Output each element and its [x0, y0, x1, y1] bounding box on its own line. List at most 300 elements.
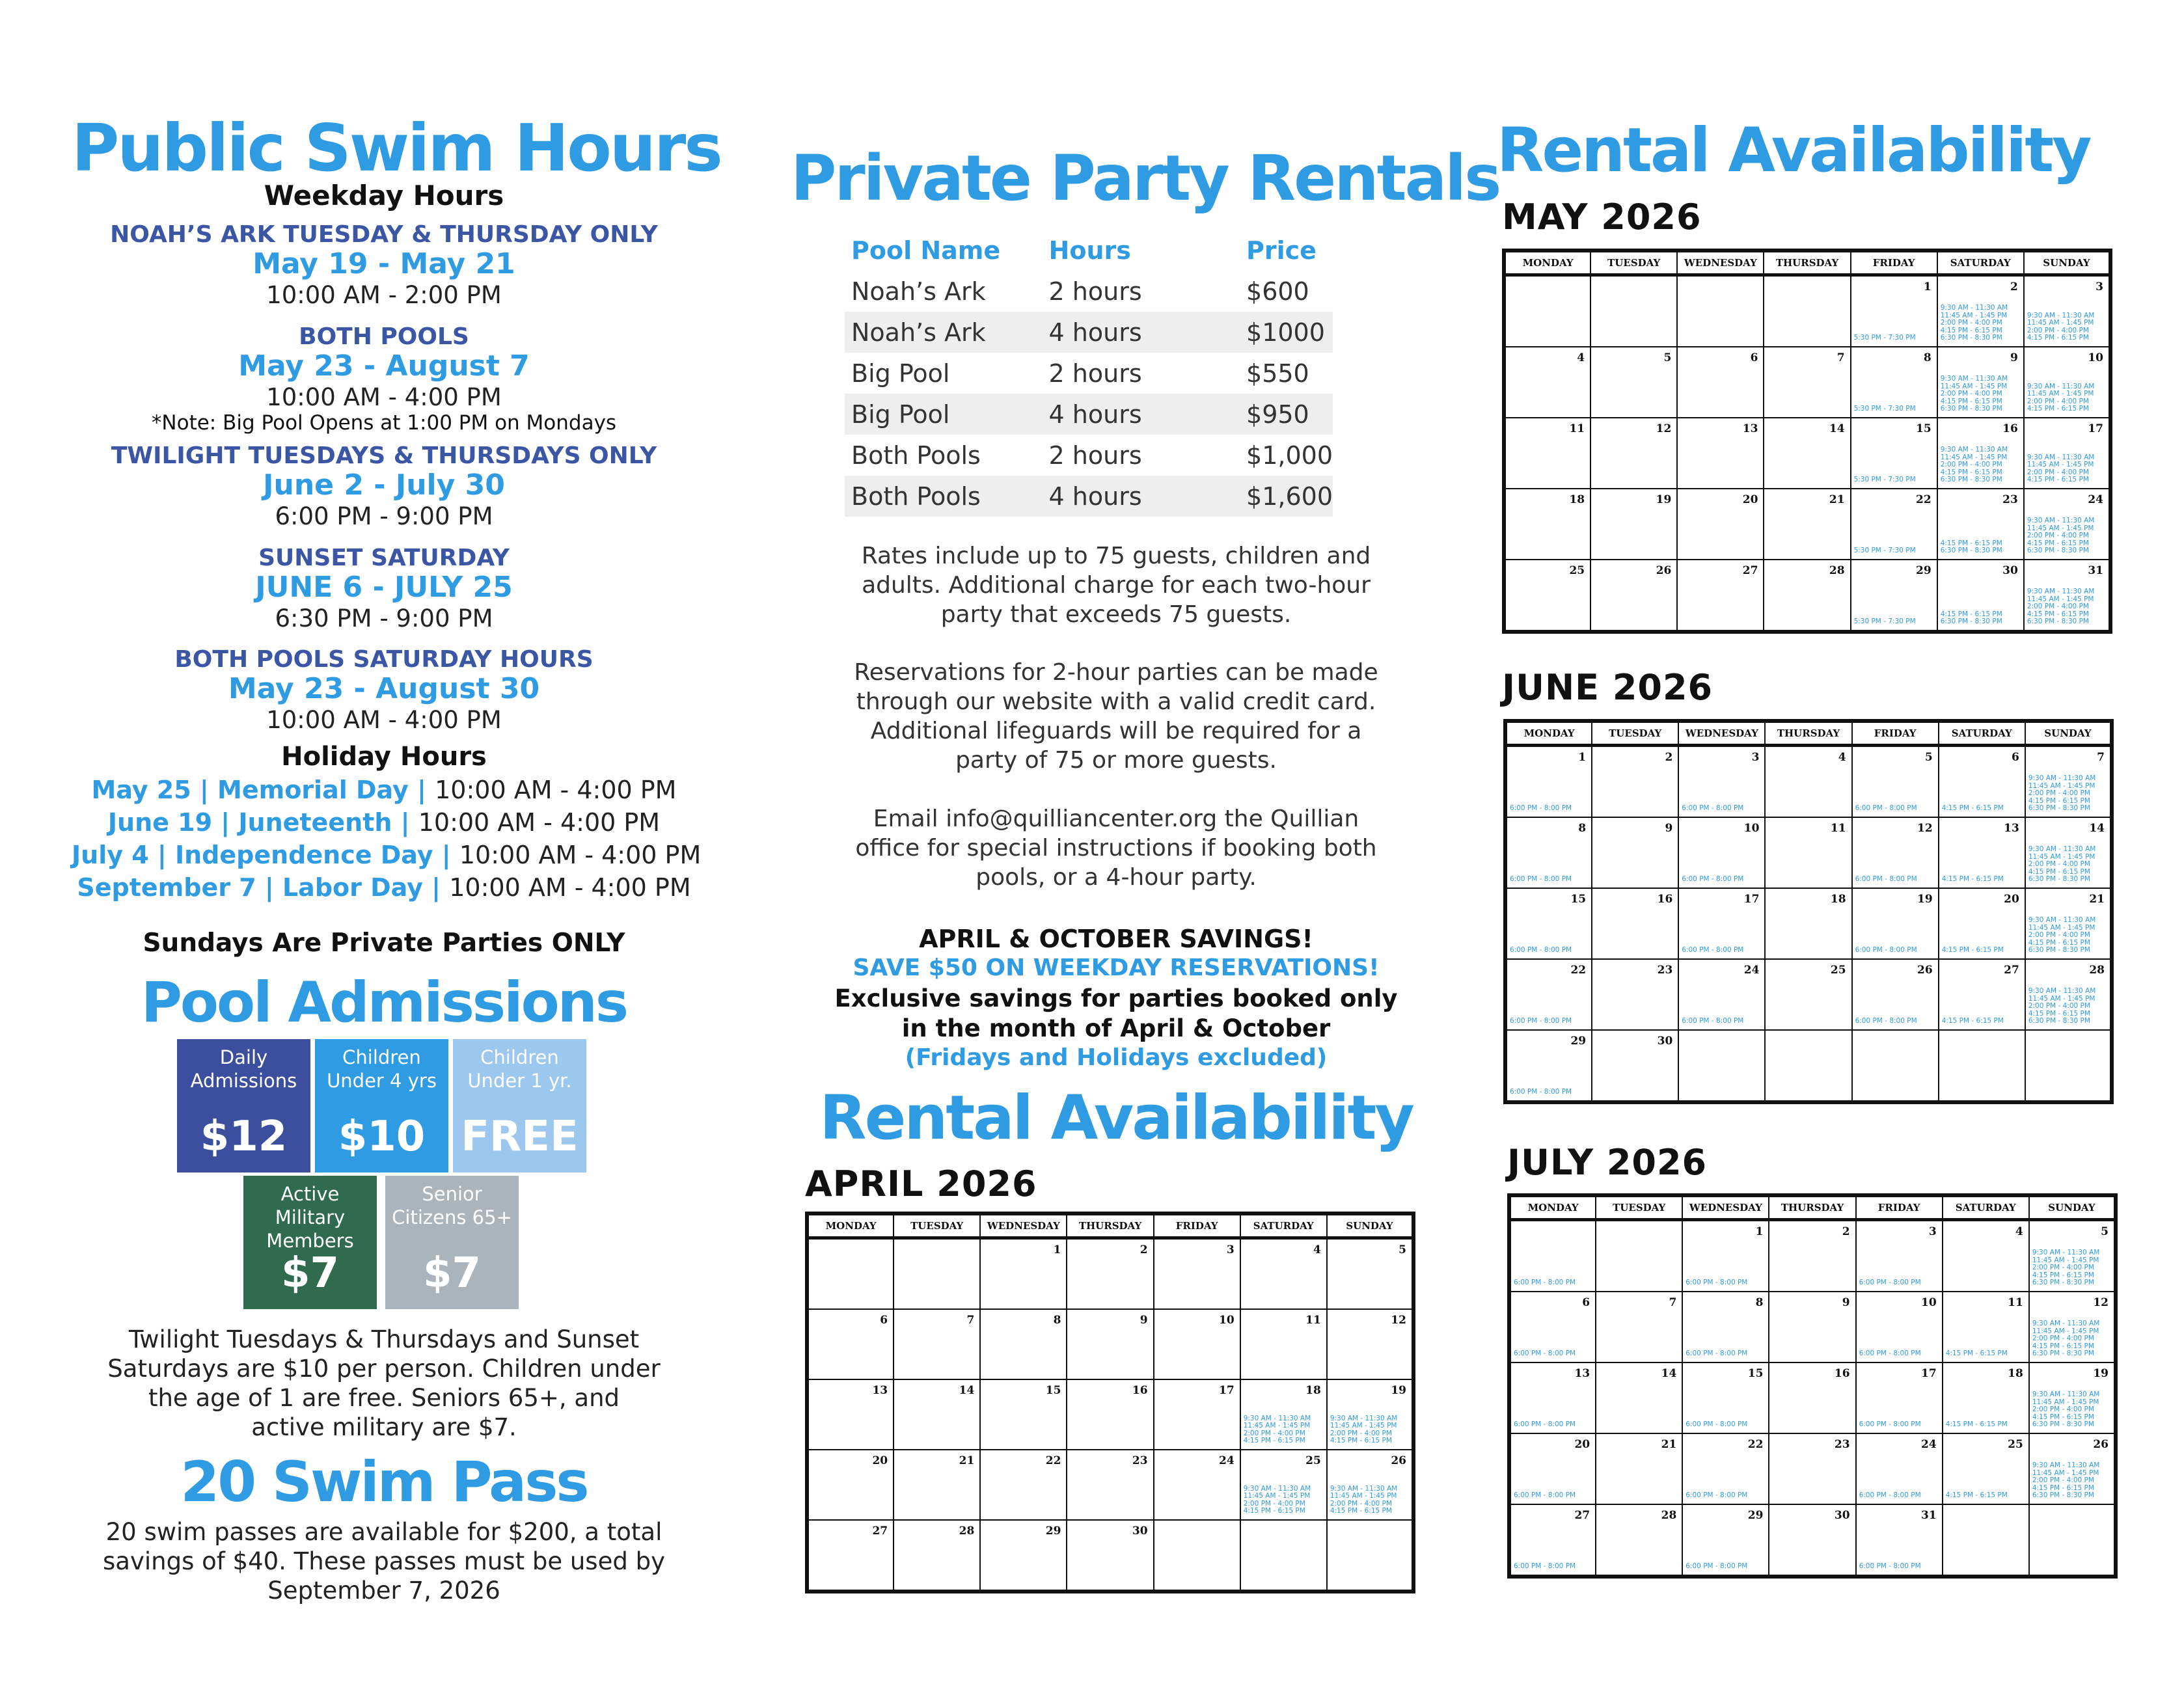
time-slot[interactable]: 2:00 PM - 4:00 PM	[1940, 319, 2002, 327]
time-slot[interactable]: 4:15 PM - 6:15 PM	[1330, 1437, 1392, 1445]
time-slot[interactable]: 11:45 AM - 1:45 PM	[2032, 1256, 2099, 1264]
day-number: 16	[1657, 893, 1673, 906]
day-number: 8	[1053, 1314, 1061, 1327]
time-slot[interactable]: 2:00 PM - 4:00 PM	[2032, 1335, 2094, 1343]
time-slot[interactable]: 4:15 PM - 6:15 PM	[2027, 405, 2089, 413]
time-slot[interactable]: 11:45 AM - 1:45 PM	[2032, 1469, 2099, 1477]
time-slot[interactable]: 6:30 PM - 8:30 PM	[2032, 1420, 2094, 1429]
time-slot[interactable]: 11:45 AM - 1:45 PM	[1330, 1422, 1397, 1430]
calendar-day[interactable]	[1851, 560, 1937, 632]
time-slot[interactable]: 6:00 PM - 8:00 PM	[1510, 1088, 1572, 1096]
calendar-day[interactable]	[2029, 1362, 2116, 1433]
calendar-day[interactable]	[1769, 1220, 1855, 1292]
time-slot[interactable]: 4:15 PM - 6:15 PM	[1945, 1491, 2008, 1500]
time-slot[interactable]: 6:00 PM - 8:00 PM	[1514, 1420, 1576, 1429]
calendar-day[interactable]	[1682, 1433, 1769, 1504]
time-slot[interactable]: 2:00 PM - 4:00 PM	[1330, 1429, 1392, 1437]
calendar-day[interactable]	[1937, 418, 2024, 489]
calendar-day[interactable]	[1504, 489, 1590, 560]
time-slot[interactable]: 4:15 PM - 6:15 PM	[2032, 1413, 2094, 1421]
time-slot[interactable]: 4:15 PM - 6:15 PM	[1330, 1507, 1392, 1515]
column-header-pool-name: Pool Name	[851, 236, 1001, 265]
time-slot[interactable]: 6:30 PM - 8:30 PM	[2028, 875, 2090, 884]
calendar-day[interactable]	[1240, 1238, 1327, 1310]
time-slot[interactable]: 4:15 PM - 6:15 PM	[1940, 539, 2002, 547]
time-slot[interactable]: 6:00 PM - 8:00 PM	[1859, 1279, 1921, 1287]
time-slot[interactable]: 6:00 PM - 8:00 PM	[1686, 1420, 1748, 1429]
day-number: 20	[1742, 493, 1758, 506]
time-slot[interactable]: 11:45 AM - 1:45 PM	[2028, 994, 2095, 1003]
calendar-day[interactable]	[1067, 1450, 1153, 1520]
calendar-day[interactable]	[2024, 347, 2110, 418]
time-slot[interactable]: 4:15 PM - 6:15 PM	[2027, 539, 2089, 547]
time-slot[interactable]: 11:45 AM - 1:45 PM	[2028, 923, 2095, 932]
day-number: 3	[1226, 1243, 1235, 1256]
calendar-day[interactable]	[1067, 1379, 1153, 1450]
calendar-day[interactable]	[2025, 959, 2112, 1030]
calendar-day[interactable]	[1769, 1292, 1855, 1362]
calendar-day[interactable]	[894, 1309, 980, 1379]
calendar-day[interactable]	[1852, 959, 1939, 1030]
time-slot[interactable]: 2:00 PM - 4:00 PM	[1243, 1499, 1305, 1508]
calendar-day[interactable]	[1509, 1362, 1596, 1433]
calendar-day[interactable]	[1939, 959, 2025, 1030]
calendar-day[interactable]	[1504, 418, 1590, 489]
time-slot[interactable]: 9:30 AM - 11:30 AM	[1243, 1484, 1311, 1493]
time-slot[interactable]: 6:00 PM - 8:00 PM	[1686, 1562, 1748, 1571]
time-slot[interactable]: 4:15 PM - 6:15 PM	[1940, 468, 2002, 476]
time-slot[interactable]: 6:30 PM - 8:30 PM	[2028, 1017, 2090, 1025]
time-slot[interactable]: 9:30 AM - 11:30 AM	[1243, 1414, 1311, 1422]
calendar-day[interactable]	[1678, 746, 1765, 818]
day-number: 2	[1842, 1225, 1850, 1238]
time-slot[interactable]: 6:30 PM - 8:30 PM	[1940, 617, 2002, 626]
time-slot[interactable]: 6:00 PM - 8:00 PM	[1859, 1562, 1921, 1571]
calendar-day[interactable]	[1677, 418, 1764, 489]
time-slot[interactable]: 4:15 PM - 6:15 PM	[1941, 875, 2004, 884]
time-slot[interactable]: 6:00 PM - 8:00 PM	[1510, 1017, 1572, 1025]
time-slot[interactable]: 4:15 PM - 6:15 PM	[2028, 938, 2090, 947]
time-slot[interactable]: 4:15 PM - 6:15 PM	[1940, 326, 2002, 334]
calendar-day[interactable]	[2024, 275, 2110, 347]
time-slot[interactable]: 6:00 PM - 8:00 PM	[1510, 946, 1572, 955]
calendar-day[interactable]	[1154, 1379, 1240, 1450]
time-slot[interactable]: 6:00 PM - 8:00 PM	[1859, 1349, 1921, 1358]
day-number: 17	[1219, 1384, 1235, 1397]
calendar-day[interactable]	[807, 1309, 894, 1379]
calendar-day[interactable]	[1943, 1292, 2029, 1362]
time-slot[interactable]: 9:30 AM - 11:30 AM	[1330, 1484, 1398, 1493]
calendar-day[interactable]	[1504, 560, 1590, 632]
calendar-day[interactable]	[2025, 746, 2112, 818]
calendar-day[interactable]	[1769, 1433, 1855, 1504]
calendar-day[interactable]	[894, 1520, 980, 1592]
calendar-day[interactable]	[1852, 888, 1939, 959]
calendar-day[interactable]	[1856, 1292, 1943, 1362]
available-time-slots	[1510, 1018, 1590, 1025]
calendar-day	[1240, 1520, 1327, 1592]
time-slot[interactable]: 6:30 PM - 8:30 PM	[2032, 1349, 2094, 1358]
time-slot[interactable]: 11:45 AM - 1:45 PM	[1940, 453, 2008, 461]
time-slot[interactable]: 4:15 PM - 6:15 PM	[2028, 796, 2090, 805]
calendar-day[interactable]	[1937, 560, 2024, 632]
calendar-day[interactable]	[980, 1309, 1067, 1379]
time-slot[interactable]: 9:30 AM - 11:30 AM	[1940, 375, 2008, 383]
day-number: 15	[1045, 1384, 1061, 1397]
calendar-day[interactable]	[1682, 1504, 1769, 1577]
weekday-header: SUNDAY	[2024, 251, 2110, 275]
time-slot[interactable]: 11:45 AM - 1:45 PM	[1940, 382, 2008, 390]
time-slot[interactable]: 6:00 PM - 8:00 PM	[1682, 1017, 1744, 1025]
calendar-day[interactable]	[1240, 1379, 1327, 1450]
calendar-day[interactable]	[1765, 746, 1851, 818]
calendar-day[interactable]	[807, 1379, 894, 1450]
day-number: 16	[2002, 422, 2018, 435]
calendar-day[interactable]	[1677, 347, 1764, 418]
calendar-day[interactable]	[1851, 347, 1937, 418]
calendar-day[interactable]	[2025, 888, 2112, 959]
calendar-day[interactable]	[1764, 560, 1850, 632]
time-slot[interactable]: 11:45 AM - 1:45 PM	[1243, 1422, 1311, 1430]
calendar-day[interactable]	[2024, 489, 2110, 560]
time-slot[interactable]: 11:45 AM - 1:45 PM	[2027, 390, 2094, 398]
calendar-day[interactable]	[1067, 1520, 1153, 1592]
calendar-day[interactable]	[2029, 1220, 2116, 1292]
calendar-day[interactable]	[1937, 347, 2024, 418]
calendar-day[interactable]	[980, 1379, 1067, 1450]
calendar-day[interactable]	[1592, 746, 1678, 818]
calendar-day[interactable]	[1592, 817, 1678, 888]
time-slot[interactable]: 6:00 PM - 8:00 PM	[1859, 1491, 1921, 1500]
calendar-day[interactable]	[1505, 746, 1592, 818]
calendar-day[interactable]	[1677, 489, 1764, 560]
time-slot[interactable]: 9:30 AM - 11:30 AM	[2032, 1320, 2100, 1328]
calendar-day[interactable]	[1851, 489, 1937, 560]
calendar-day[interactable]	[1677, 560, 1764, 632]
calendar-day[interactable]	[1596, 1362, 1682, 1433]
time-slot[interactable]: 5:30 PM - 7:30 PM	[1853, 334, 1916, 342]
admission-daily: Daily Admissions $12	[177, 1039, 310, 1173]
calendar-day[interactable]	[1678, 817, 1765, 888]
time-slot[interactable]: 9:30 AM - 11:30 AM	[2028, 916, 2096, 925]
time-slot[interactable]: 4:15 PM - 6:15 PM	[1945, 1349, 2008, 1358]
time-slot[interactable]: 2:00 PM - 4:00 PM	[2028, 860, 2090, 869]
calendar-day[interactable]	[1592, 959, 1678, 1030]
time-slot[interactable]: 6:00 PM - 8:00 PM	[1682, 804, 1744, 813]
calendar-day[interactable]	[807, 1450, 894, 1520]
time-slot[interactable]: 9:30 AM - 11:30 AM	[2027, 453, 2095, 461]
calendar-day[interactable]	[980, 1238, 1067, 1310]
calendar-day[interactable]	[1939, 746, 2025, 818]
calendar-day[interactable]	[1856, 1220, 1943, 1292]
time-slot[interactable]: 4:15 PM - 6:15 PM	[2032, 1342, 2094, 1350]
calendar-day[interactable]	[2024, 560, 2110, 632]
calendar-day[interactable]	[1852, 746, 1939, 818]
time-slot[interactable]: 9:30 AM - 11:30 AM	[2028, 845, 2096, 854]
calendar-day[interactable]	[1596, 1292, 1682, 1362]
time-slot[interactable]: 2:00 PM - 4:00 PM	[2032, 1405, 2094, 1414]
available-time-slots	[1244, 1485, 1325, 1515]
available-time-slots	[1244, 1415, 1325, 1445]
calendar-day[interactable]	[1590, 347, 1677, 418]
time-slot[interactable]: 6:30 PM - 8:30 PM	[1940, 334, 2002, 342]
calendar-day[interactable]	[1852, 817, 1939, 888]
available-time-slots	[1942, 876, 2023, 884]
calendar-day[interactable]	[1240, 1450, 1327, 1520]
available-time-slots	[1941, 540, 2022, 555]
time-slot[interactable]: 2:00 PM - 4:00 PM	[1330, 1499, 1392, 1508]
time-slot[interactable]: 6:00 PM - 8:00 PM	[1686, 1349, 1748, 1358]
time-slot[interactable]: 2:00 PM - 4:00 PM	[1940, 390, 2002, 398]
available-time-slots	[1941, 305, 2022, 342]
time-slot[interactable]: 2:00 PM - 4:00 PM	[2027, 326, 2089, 334]
time-slot[interactable]: 4:15 PM - 6:15 PM	[1940, 610, 2002, 618]
time-slot[interactable]: 9:30 AM - 11:30 AM	[2027, 382, 2095, 390]
time-slot[interactable]: 2:00 PM - 4:00 PM	[2027, 532, 2089, 540]
day-number: 4	[2015, 1225, 2023, 1238]
time-slot[interactable]: 9:30 AM - 11:30 AM	[2032, 1390, 2100, 1399]
calendar-day[interactable]	[1509, 1504, 1596, 1577]
time-slot[interactable]: 4:15 PM - 6:15 PM	[1941, 804, 2004, 813]
calendar-day[interactable]	[1765, 888, 1851, 959]
time-slot[interactable]: 2:00 PM - 4:00 PM	[2028, 931, 2090, 940]
time-slot[interactable]: 5:30 PM - 7:30 PM	[1853, 405, 1916, 413]
time-slot[interactable]: 6:00 PM - 8:00 PM	[1514, 1491, 1576, 1500]
time-slot[interactable]: 2:00 PM - 4:00 PM	[1243, 1429, 1305, 1437]
time-slot[interactable]: 6:00 PM - 8:00 PM	[1682, 946, 1744, 955]
calendar-day[interactable]	[1327, 1379, 1413, 1450]
time-slot[interactable]: 6:00 PM - 8:00 PM	[1686, 1491, 1748, 1500]
time-slot[interactable]: 4:15 PM - 6:15 PM	[2027, 334, 2089, 342]
table-row: Noah’s Ark 2 hours $600	[851, 277, 1309, 306]
time-slot[interactable]: 6:00 PM - 8:00 PM	[1686, 1279, 1748, 1287]
calendar-day[interactable]	[1327, 1450, 1413, 1520]
time-slot[interactable]: 6:00 PM - 8:00 PM	[1855, 946, 1917, 955]
day-number: 6	[1750, 351, 1758, 364]
calendar-day[interactable]	[1596, 1504, 1682, 1577]
calendar-day[interactable]	[2024, 418, 2110, 489]
calendar-day[interactable]	[1764, 489, 1850, 560]
time-slot[interactable]: 6:00 PM - 8:00 PM	[1510, 804, 1572, 813]
time-slot[interactable]: 9:30 AM - 11:30 AM	[2027, 588, 2095, 596]
calendar-day[interactable]	[1067, 1238, 1153, 1310]
time-slot[interactable]: 9:30 AM - 11:30 AM	[2027, 517, 2095, 525]
calendar-day[interactable]	[1682, 1220, 1769, 1292]
time-slot[interactable]: 9:30 AM - 11:30 AM	[1330, 1414, 1398, 1422]
calendar-day[interactable]	[1764, 418, 1850, 489]
day-number: 9	[2010, 351, 2018, 364]
calendar-day[interactable]	[1592, 1030, 1678, 1102]
time-slot[interactable]: 6:30 PM - 8:30 PM	[2027, 617, 2089, 626]
calendar-day[interactable]	[1943, 1362, 2029, 1433]
time-slot[interactable]: 6:00 PM - 8:00 PM	[1682, 875, 1744, 884]
calendar-day	[2029, 1504, 2116, 1577]
time-slot[interactable]: 5:30 PM - 7:30 PM	[1853, 547, 1916, 555]
available-time-slots	[1510, 947, 1590, 955]
calendar-day[interactable]	[1765, 959, 1851, 1030]
time-slot[interactable]: 11:45 AM - 1:45 PM	[2027, 461, 2094, 469]
calendar-day[interactable]	[1769, 1362, 1855, 1433]
calendar-day[interactable]	[1067, 1309, 1153, 1379]
time-slot[interactable]: 9:30 AM - 11:30 AM	[1940, 304, 2008, 312]
calendar-day[interactable]	[1682, 1362, 1769, 1433]
calendar-day[interactable]	[1154, 1450, 1240, 1520]
time-slot[interactable]: 4:15 PM - 6:15 PM	[2027, 610, 2089, 618]
time-slot[interactable]: 6:00 PM - 8:00 PM	[1514, 1349, 1576, 1358]
time-slot[interactable]: 11:45 AM - 1:45 PM	[1243, 1492, 1311, 1500]
calendar-day[interactable]	[1678, 888, 1765, 959]
time-slot[interactable]: 2:00 PM - 4:00 PM	[2028, 789, 2090, 798]
calendar-day[interactable]	[1764, 347, 1850, 418]
day-number: 17	[2088, 422, 2103, 435]
available-time-slots	[2032, 1391, 2112, 1429]
calendar-day[interactable]	[1327, 1309, 1413, 1379]
calendar-day[interactable]	[807, 1520, 894, 1592]
time-slot[interactable]: 6:00 PM - 8:00 PM	[1855, 1017, 1917, 1025]
day-number: 28	[1829, 564, 1845, 577]
time-slot[interactable]: 4:15 PM - 6:15 PM	[2032, 1271, 2094, 1279]
time-slot[interactable]: 9:30 AM - 11:30 AM	[2032, 1249, 2100, 1257]
time-slot[interactable]: 2:00 PM - 4:00 PM	[2028, 1002, 2090, 1010]
time-slot[interactable]: 6:00 PM - 8:00 PM	[1855, 804, 1917, 813]
calendar-day	[894, 1238, 980, 1310]
calendar-day[interactable]	[1682, 1292, 1769, 1362]
time-slot[interactable]: 9:30 AM - 11:30 AM	[1940, 446, 2008, 454]
time-slot[interactable]: 11:45 AM - 1:45 PM	[2032, 1398, 2099, 1406]
time-slot[interactable]: 11:45 AM - 1:45 PM	[2028, 781, 2095, 790]
calendar-day[interactable]	[894, 1379, 980, 1450]
time-slot[interactable]: 4:15 PM - 6:15 PM	[1243, 1507, 1305, 1515]
time-slot[interactable]: 11:45 AM - 1:45 PM	[2027, 595, 2094, 603]
time-slot[interactable]: 4:15 PM - 6:15 PM	[2028, 1009, 2090, 1018]
time-slot[interactable]: 5:30 PM - 7:30 PM	[1853, 476, 1916, 484]
calendar-day[interactable]	[1856, 1433, 1943, 1504]
available-time-slots	[1942, 805, 2023, 813]
calendar-day[interactable]	[1943, 1433, 2029, 1504]
calendar-day[interactable]	[1943, 1220, 2029, 1292]
day-number: 24	[1743, 964, 1760, 977]
calendar-day[interactable]	[1509, 1292, 1596, 1362]
calendar-day[interactable]	[1240, 1309, 1327, 1379]
time-slot[interactable]: 11:45 AM - 1:45 PM	[2027, 319, 2094, 327]
time-slot[interactable]: 4:15 PM - 6:15 PM	[1940, 397, 2002, 405]
time-slot[interactable]: 6:00 PM - 8:00 PM	[1514, 1562, 1576, 1571]
calendar-day[interactable]	[1596, 1433, 1682, 1504]
time-slot[interactable]: 9:30 AM - 11:30 AM	[2028, 774, 2096, 783]
time-slot[interactable]: 6:30 PM - 8:30 PM	[1940, 405, 2002, 413]
calendar-day[interactable]	[2029, 1292, 2116, 1362]
table-row: Both Pools 2 hours $1,000	[851, 441, 1333, 470]
calendar-day[interactable]	[1504, 347, 1590, 418]
time-slot[interactable]: 9:30 AM - 11:30 AM	[2027, 311, 2095, 319]
time-slot[interactable]: 6:30 PM - 8:30 PM	[2028, 804, 2090, 813]
calendar-day[interactable]	[1939, 817, 2025, 888]
table-row: Both Pools 4 hours $1,600	[845, 476, 1333, 517]
time-slot[interactable]: 11:45 AM - 1:45 PM	[1330, 1492, 1397, 1500]
day-number: 20	[1574, 1438, 1590, 1451]
time-slot[interactable]: 6:00 PM - 8:00 PM	[1859, 1420, 1921, 1429]
time-slot[interactable]: 6:30 PM - 8:30 PM	[2032, 1279, 2094, 1287]
time-slot[interactable]: 6:30 PM - 8:30 PM	[1940, 476, 2002, 484]
time-slot[interactable]: 9:30 AM - 11:30 AM	[2032, 1461, 2100, 1470]
calendar-day[interactable]	[1937, 489, 2024, 560]
weekday-header: SATURDAY	[1943, 1195, 2029, 1220]
time-slot[interactable]: 4:15 PM - 6:15 PM	[2028, 867, 2090, 876]
time-slot[interactable]: 2:00 PM - 4:00 PM	[2027, 397, 2089, 405]
time-slot[interactable]: 11:45 AM - 1:45 PM	[2027, 524, 2094, 532]
time-slot[interactable]: 5:30 PM - 7:30 PM	[1853, 617, 1916, 626]
time-slot[interactable]: 2:00 PM - 4:00 PM	[2032, 1476, 2094, 1485]
calendar-day[interactable]	[1154, 1238, 1240, 1310]
time-slot[interactable]: 11:45 AM - 1:45 PM	[2032, 1327, 2099, 1335]
day-number: 30	[1657, 1035, 1673, 1048]
time-slot[interactable]: 4:15 PM - 6:15 PM	[1243, 1437, 1305, 1445]
calendar-day[interactable]	[980, 1450, 1067, 1520]
calendar-day[interactable]	[1590, 418, 1677, 489]
time-slot[interactable]: 4:15 PM - 6:15 PM	[2027, 476, 2089, 484]
calendar-day[interactable]	[1937, 275, 2024, 347]
calendar-day[interactable]	[894, 1450, 980, 1520]
time-slot[interactable]: 2:00 PM - 4:00 PM	[2032, 1264, 2094, 1272]
calendar-day[interactable]	[980, 1520, 1067, 1592]
calendar-day[interactable]	[1590, 489, 1677, 560]
calendar-day[interactable]	[1856, 1504, 1943, 1577]
calendar-day[interactable]	[1592, 888, 1678, 959]
calendar-day[interactable]	[1505, 888, 1592, 959]
time-slot[interactable]: 4:15 PM - 6:15 PM	[1945, 1420, 2008, 1429]
time-slot[interactable]: 4:15 PM - 6:15 PM	[1941, 946, 2004, 955]
time-slot[interactable]: 9:30 AM - 11:30 AM	[2028, 987, 2096, 996]
time-slot[interactable]: 6:30 PM - 8:30 PM	[2028, 946, 2090, 955]
calendar-day[interactable]	[2029, 1433, 2116, 1504]
calendar-day[interactable]	[2025, 817, 2112, 888]
day-number: 17	[1921, 1367, 1937, 1380]
calendar-day[interactable]	[1851, 418, 1937, 489]
time-slot[interactable]: 6:00 PM - 8:00 PM	[1855, 875, 1917, 884]
time-slot[interactable]: 11:45 AM - 1:45 PM	[2028, 852, 2095, 861]
time-slot[interactable]: 2:00 PM - 4:00 PM	[1940, 461, 2002, 469]
calendar-day[interactable]	[1856, 1362, 1943, 1433]
calendar-day[interactable]	[1505, 1030, 1592, 1102]
calendar-day[interactable]	[1505, 817, 1592, 888]
time-slot[interactable]: 6:30 PM - 8:30 PM	[2032, 1491, 2094, 1500]
calendar-day[interactable]	[1327, 1238, 1413, 1310]
calendar-day[interactable]	[1765, 817, 1851, 888]
calendar-day[interactable]	[1590, 560, 1677, 632]
time-slot[interactable]: 11:45 AM - 1:45 PM	[1940, 311, 2008, 319]
calendar-day[interactable]	[1851, 275, 1937, 347]
calendar-day	[1504, 275, 1590, 347]
time-slot[interactable]: 2:00 PM - 4:00 PM	[2027, 603, 2089, 611]
available-time-slots	[1854, 476, 1935, 484]
time-slot[interactable]: 6:00 PM - 8:00 PM	[1510, 875, 1572, 884]
calendar-day[interactable]	[1678, 959, 1765, 1030]
time-slot[interactable]: 6:00 PM - 8:00 PM	[1514, 1279, 1576, 1287]
calendar-day[interactable]	[1154, 1309, 1240, 1379]
time-slot[interactable]: 4:15 PM - 6:15 PM	[1941, 1017, 2004, 1025]
time-slot[interactable]: 2:00 PM - 4:00 PM	[2027, 468, 2089, 476]
calendar-day[interactable]	[1939, 888, 2025, 959]
time-slot[interactable]: 6:30 PM - 8:30 PM	[1940, 547, 2002, 555]
time-slot[interactable]: 6:30 PM - 8:30 PM	[2027, 547, 2089, 555]
calendar-day[interactable]	[1505, 959, 1592, 1030]
big-pool-note: *Note: Big Pool Opens at 1:00 PM on Mondays	[151, 411, 617, 435]
available-time-slots	[1854, 405, 1935, 413]
time-slot[interactable]: 4:15 PM - 6:15 PM	[2032, 1484, 2094, 1492]
calendar-day[interactable]	[1509, 1433, 1596, 1504]
available-time-slots	[1686, 1492, 1767, 1500]
calendar-day[interactable]	[1769, 1504, 1855, 1577]
